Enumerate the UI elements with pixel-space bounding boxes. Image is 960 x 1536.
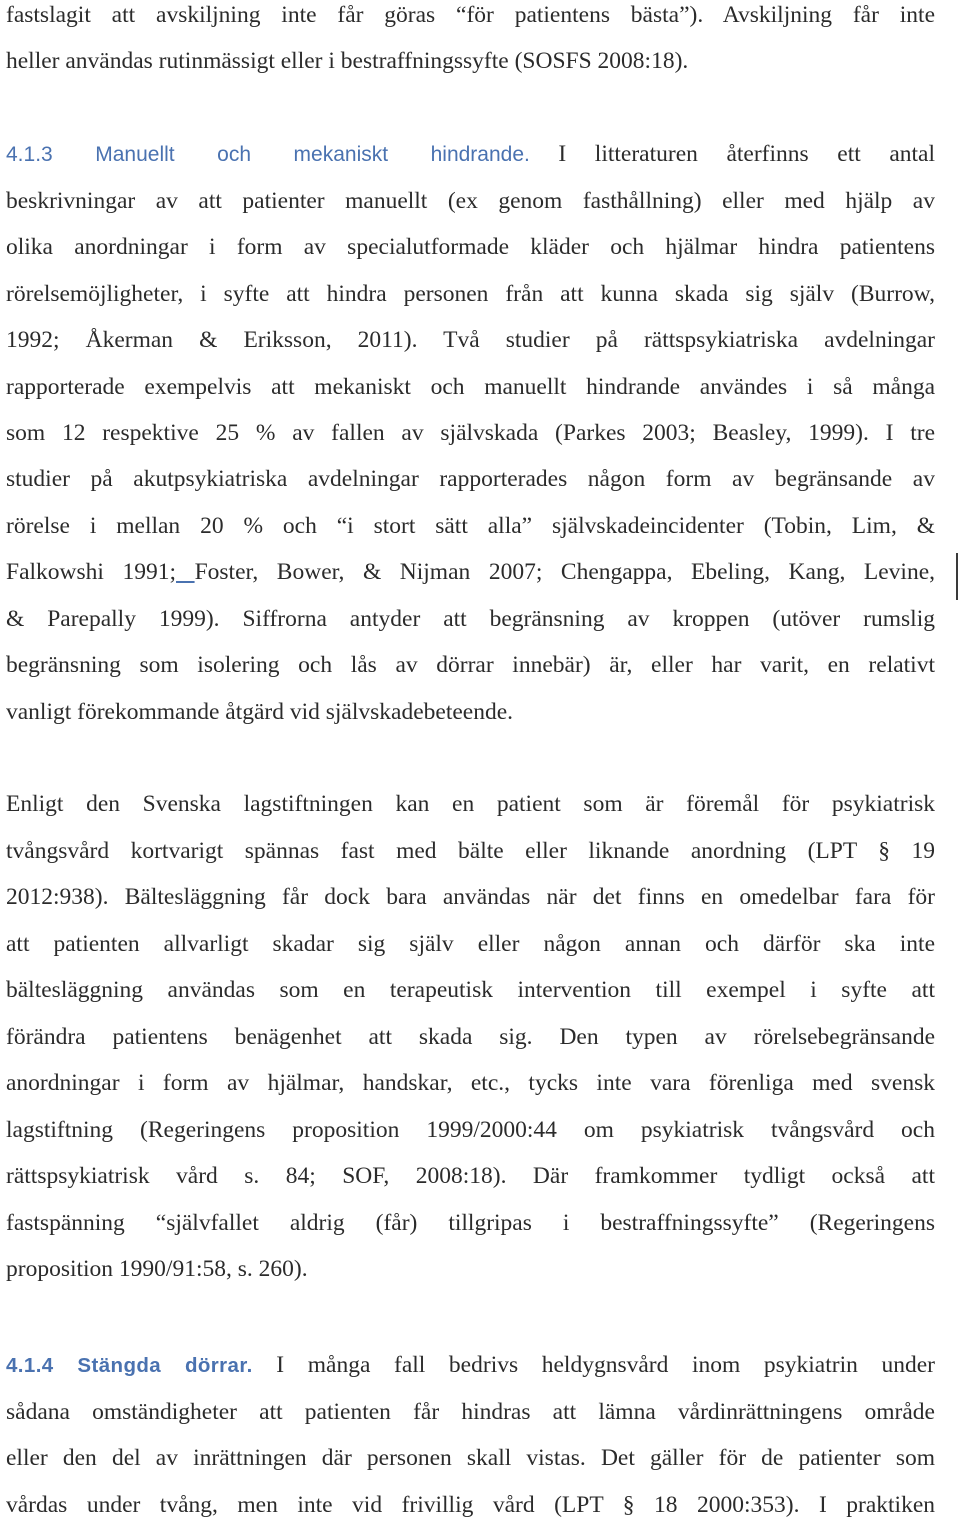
text-line: fastspänning “självfallet aldrig (får) tillgripas i bestraffningssyfte” (Regeringens <box>6 1210 935 1236</box>
section-4-1-3-line <box>6 139 935 185</box>
text-line: vårdas under tvång, men inte vid frivillig vård (LPT § 18 2000:353). I praktiken <box>6 1492 935 1518</box>
section-4-1-4-lead-text: I många fall bedrivs heldygnsvård inom psykiatrin under <box>252 1352 935 1378</box>
falkowshi-line <box>6 557 935 603</box>
text-line: rörelsemöjligheter, i syfte att hindra personen från att kunna skada sig själv (Burrow, <box>6 281 935 307</box>
text-line: lagstiftning (Regeringens proposition 1999/2000:44 om psykiatrisk tvångsvård och <box>6 1117 935 1143</box>
tracked-change-gap <box>176 559 195 585</box>
text-line: & Parepally 1999). Siffrorna antyder att begränsning av kroppen (utöver rumslig <box>6 606 935 632</box>
text-line: proposition 1990/91:58, s. 260). <box>6 1256 308 1282</box>
revision-change-bar <box>956 553 958 600</box>
text-line: anordningar i form av hjälmar, handskar, etc., tycks inte vara förenliga med svensk <box>6 1070 935 1096</box>
text-line: att patienten allvarligt skadar sig själv eller någon annan och därför ska inte <box>6 931 935 957</box>
text-line: 1992; Åkerman & Eriksson, 2011). Två studier på rättspsykiatriska avdelningar <box>6 327 935 353</box>
text-line: begränsning som isolering och lås av dörrar innebär) är, eller har varit, en relativt <box>6 652 935 678</box>
text-line: olika anordningar i form av specialutformade kläder och hjälmar hindra patientens <box>6 234 935 260</box>
text-line: studier på akutpsykiatriska avdelningar rapporterades någon form av begränsande av <box>6 466 935 492</box>
text-line: 2012:938). Bältesläggning får dock bara användas när det finns en omedelbar fara för <box>6 884 935 910</box>
text-line: rättspsykiatrisk vård s. 84; SOF, 2008:18). Där framkommer tydligt också att <box>6 1163 935 1189</box>
text-line: eller den del av inrättningen där personen skall vistas. Det gäller för de patienter som <box>6 1445 935 1471</box>
text-line: tvångsvård kortvarigt spännas fast med bälte eller liknande anordning (LPT § 19 <box>6 838 935 864</box>
text-line: heller användas rutinmässigt eller i bestraffningssyfte (SOSFS 2008:18). <box>6 48 689 74</box>
text-line: bältesläggning användas som en terapeutisk intervention till exempel i syfte att <box>6 977 935 1003</box>
text-line: rörelse i mellan 20 % och “i stort sätt alla” självskadeincidenter (Tobin, Lim, & <box>6 513 935 539</box>
text-line: sådana omständigheter att patienten får hindras att lämna vårdinrättningens område <box>6 1399 935 1425</box>
section-heading-4-1-4: 4.1.4 Stängda dörrar. <box>6 1354 253 1377</box>
text-line: Enligt den Svenska lagstiftningen kan en patient som är föremål för psykiatrisk <box>6 791 935 817</box>
citation-text: Foster, Bower, & Nijman 2007; Chengappa, Ebeling, Kang, Levine, <box>194 559 935 585</box>
text-line: förändra patientens benägenhet att skada sig. Den typen av rörelsebegränsande <box>6 1024 935 1050</box>
section-4-1-4-line <box>6 1350 935 1396</box>
section-4-1-3-lead-text: I litteraturen återfinns ett antal <box>529 141 935 167</box>
text-line: som 12 respektive 25 % av fallen av självskada (Parkes 2003; Beasley, 1999). I tre <box>6 420 935 446</box>
text-line: fastslagit att avskiljning inte får göras “för patientens bästa”). Avskiljning får inte <box>6 2 935 28</box>
section-heading-4-1-3: 4.1.3 Manuellt och mekaniskt hindrande. <box>6 143 530 166</box>
text-line: beskrivningar av att patienter manuellt (ex genom fasthållning) eller med hjälp av <box>6 188 935 214</box>
text-line: vanligt förekommande åtgärd vid självskadebeteende. <box>6 699 514 725</box>
citation-text: Falkowshi 1991; <box>6 559 177 585</box>
text-line: rapporterade exempelvis att mekaniskt och manuellt hindrande användes i så många <box>6 374 935 400</box>
